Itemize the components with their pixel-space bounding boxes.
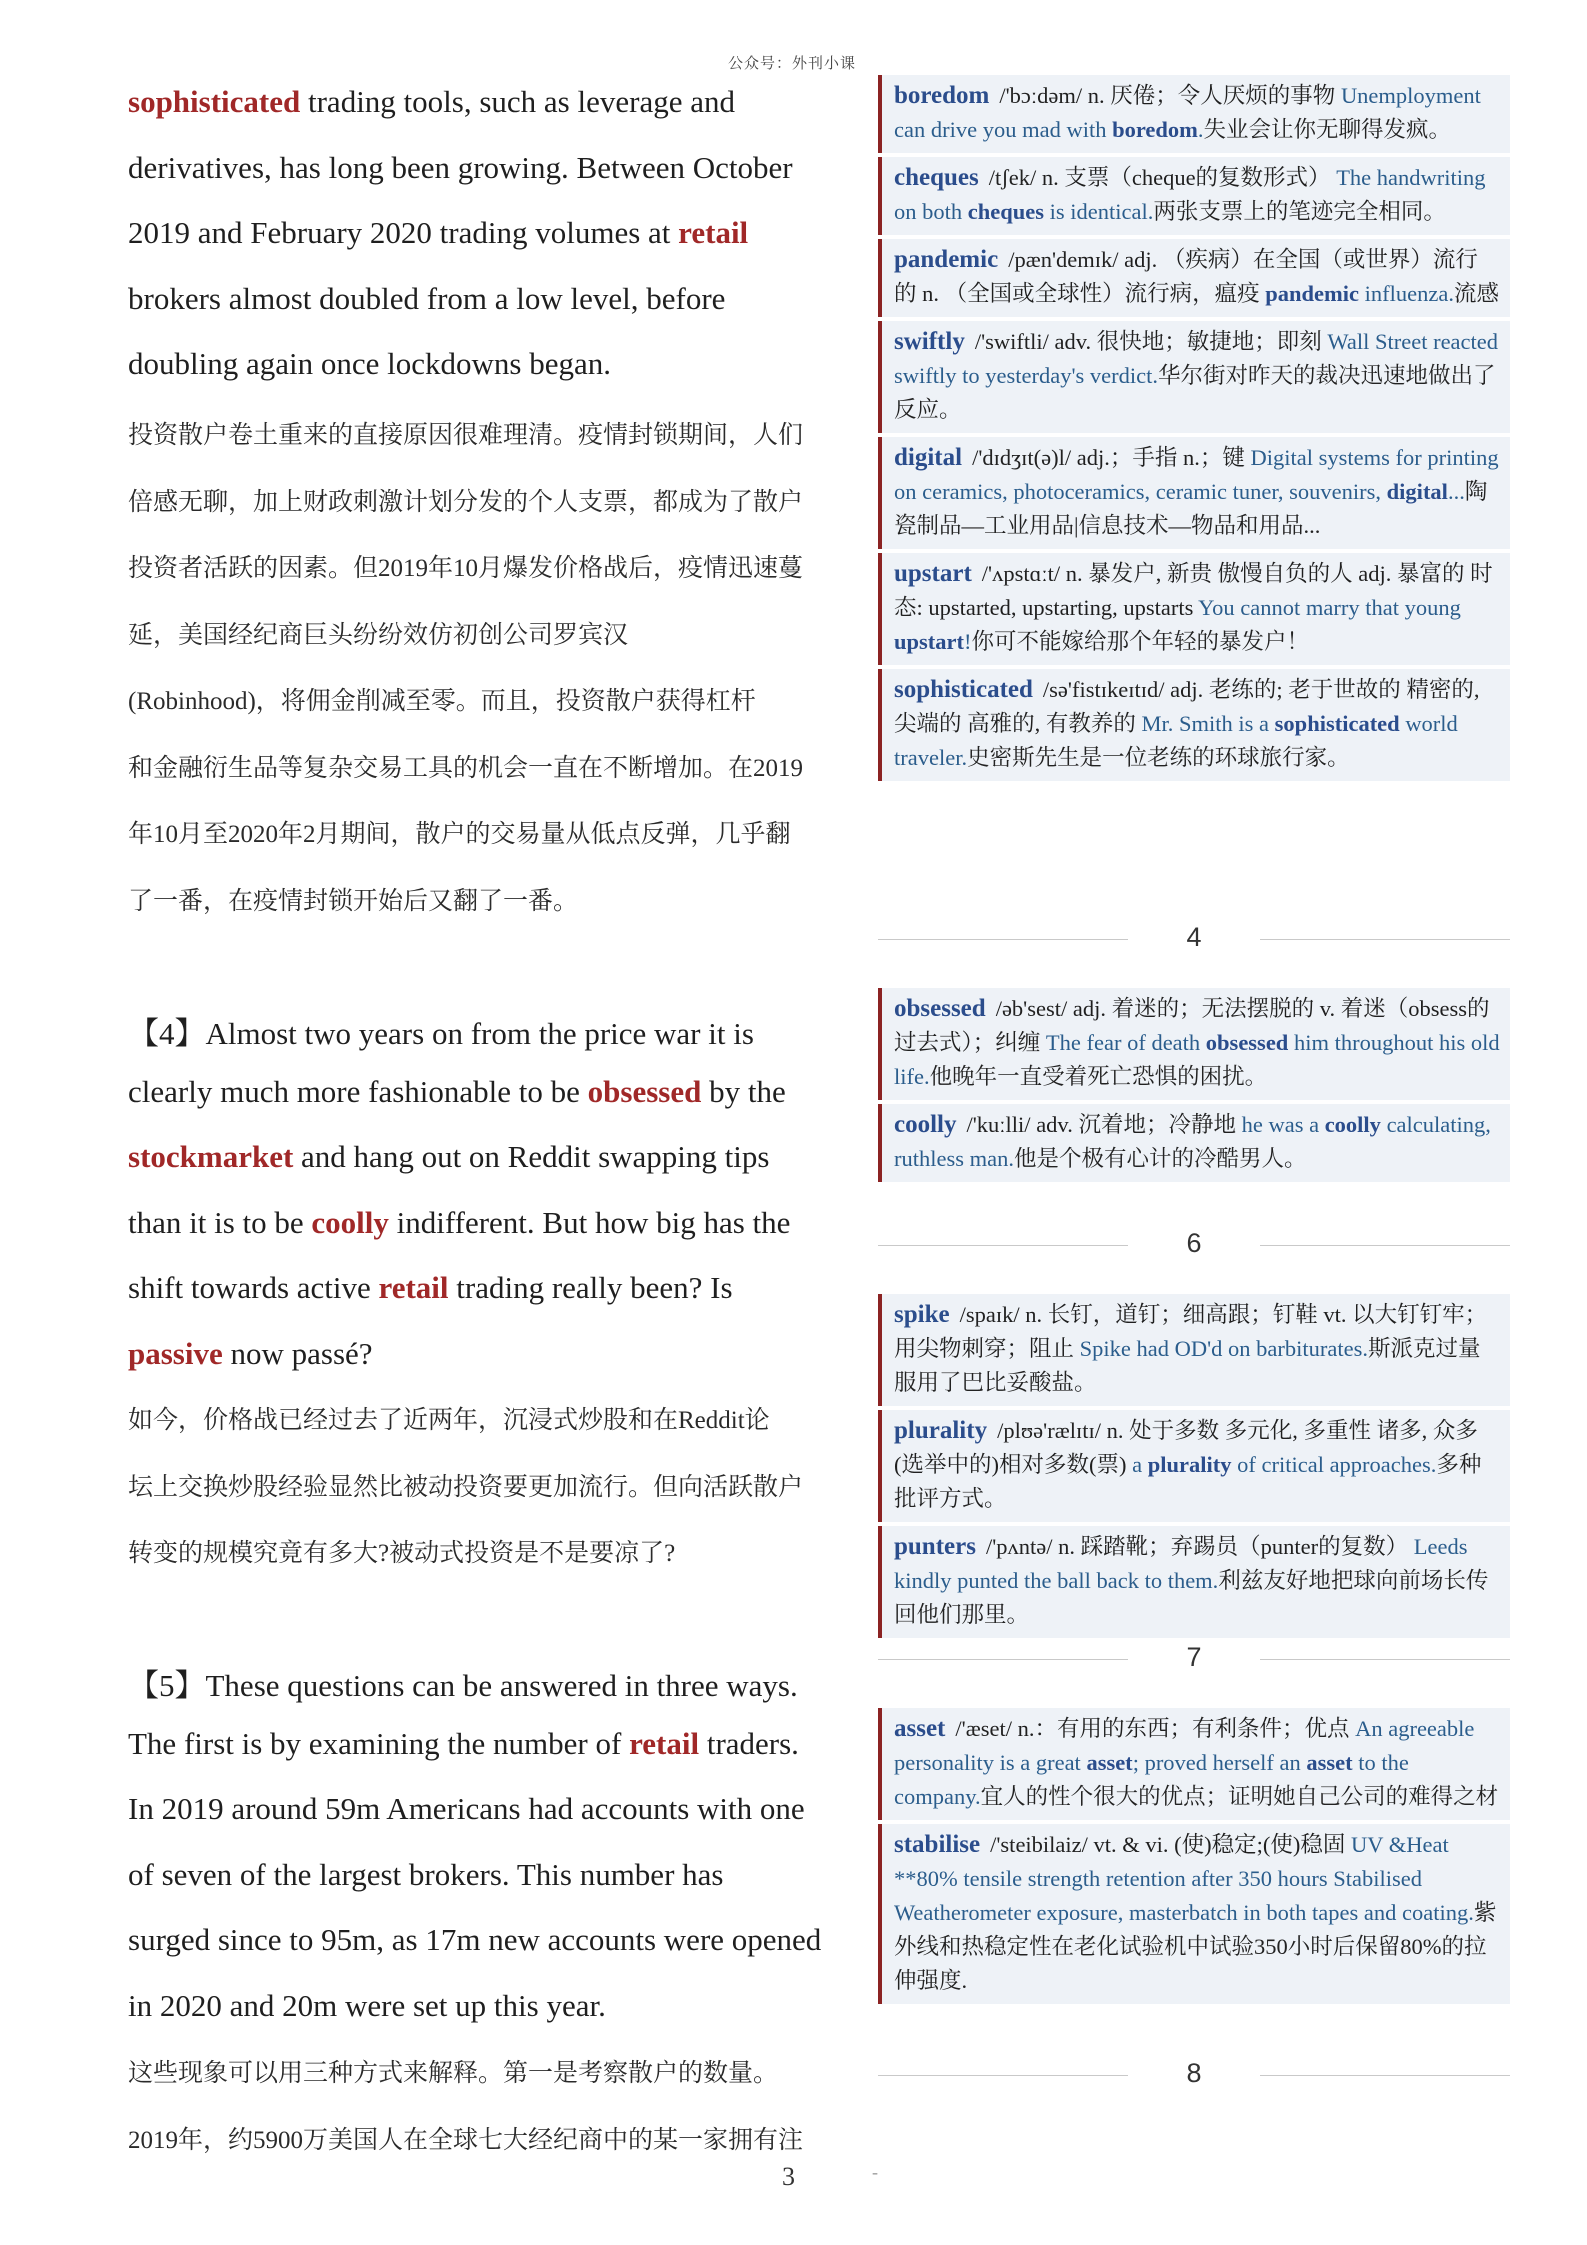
example-run: calculating, ruthless man. — [894, 1112, 1491, 1171]
example-run: You cannot marry that young — [1198, 595, 1461, 620]
vocab-group-7 — [878, 1294, 1510, 1642]
text-line — [128, 1270, 733, 1306]
example-run: Digital systems for printing on ceramics, photoceramics, ceramic tuner, souvenirs, — [894, 445, 1499, 504]
page-number: 3 — [782, 2162, 795, 2191]
vocab-translation: 他晚年一直受着死亡恐惧的困扰。 — [929, 1064, 1268, 1089]
text-run: and hang out on Reddit swapping tips — [293, 1139, 770, 1174]
vocab-translation: 史密斯先生是一位老练的环球旅行家。 — [967, 745, 1350, 770]
vocab-translation: 紫外线和热稳定性在老化试验机中试验350小时后保留80%的拉伸强度. — [894, 1900, 1497, 1993]
translation-line: 延，美国经纪商巨头纷纷效仿初创公司罗宾汉 — [128, 621, 629, 649]
vocab-word: spike — [894, 1301, 950, 1328]
translation-line: (Robinhood)，将佣金削减至零。而且，投资散户获得杠杆 — [128, 688, 756, 715]
text-run: 【5】These questions can be answered in three ways. — [128, 1668, 798, 1703]
section-divider — [878, 1642, 1510, 1676]
page-tick-mark: - — [872, 2162, 878, 2182]
vocab-word: punters — [894, 1533, 976, 1560]
section-number: 6 — [1186, 1228, 1202, 1258]
text-run: clearly much more fashionable to be — [128, 1073, 588, 1109]
example-run: Spike had OD'd on barbiturates. — [1079, 1336, 1369, 1361]
vocab-phonetic: /plʊə'rælɪtɪ/ — [997, 1418, 1101, 1443]
vocab-card-obsessed — [878, 988, 1510, 1100]
translation-line: 了一番，在疫情封锁开始后又翻了一番。 — [128, 887, 579, 915]
example-highlight: obsessed — [1205, 1030, 1289, 1055]
vocab-phonetic: /'swiftli/ — [974, 329, 1049, 354]
vocab-phonetic: /'æset/ — [955, 1716, 1012, 1741]
text-run: derivatives, has long been growing. Between October — [128, 149, 793, 185]
vocab-card-sophisticated — [878, 669, 1510, 781]
vocab-definition: adv. 沉着地；冷静地 — [1036, 1112, 1236, 1137]
vocab-example — [1080, 1336, 1368, 1361]
vocab-phonetic: /'ʌpstɑːt/ — [981, 561, 1061, 586]
example-run: ; proved herself an — [1132, 1750, 1307, 1775]
vocab-card-spike — [878, 1294, 1510, 1406]
text-line — [128, 1139, 769, 1175]
text-run: trading really been? Is — [448, 1270, 733, 1305]
text-line — [128, 1922, 821, 1958]
example-run: UV &Heat **80% tensile strength retention after 350 hours Stabilised Weatherometer exposure, masterbatch in both tapes and coating. — [894, 1832, 1474, 1925]
example-run: An agreeable personality is a great — [894, 1716, 1475, 1775]
vocab-definition: n. 厌倦；令人厌烦的事物 — [1087, 83, 1336, 108]
translation-line: 2019年，约5900万美国人在全球七大经纪商中的某一家拥有注 — [128, 2126, 804, 2154]
text-run: trading tools, such as leverage and — [300, 84, 735, 119]
header-note: 公众号：外刊小课 — [728, 56, 857, 72]
example-highlight: asset — [1086, 1750, 1133, 1775]
divider-rule — [1260, 1245, 1510, 1246]
text-line — [128, 215, 748, 251]
keyword: retail — [629, 1725, 700, 1761]
vocab-definition: n. 处于多数 多元化, 多重性 诸多, 众多 (选举中的)相对多数(票) — [894, 1418, 1478, 1477]
keyword: coolly — [311, 1204, 389, 1240]
vocab-definition: vt. & vi. (使)稳定;(使)稳固 — [1093, 1832, 1346, 1857]
vocab-group-6 — [878, 988, 1510, 1186]
text-run: 【4】Almost two years on from the price war it is — [128, 1016, 754, 1051]
vocab-example — [1132, 1452, 1436, 1477]
text-line — [128, 1074, 786, 1110]
translation-line: 投资者活跃的因素。但2019年10月爆发价格战后，疫情迅速蔓 — [128, 555, 804, 582]
divider-rule — [1260, 1659, 1510, 1660]
vocab-phonetic: /tʃek/ — [988, 165, 1037, 190]
text-line — [128, 1008, 754, 1053]
vocab-phonetic: /pæn'demɪk/ — [1008, 247, 1119, 272]
vocab-example — [1265, 281, 1454, 306]
vocab-phonetic: /'kuːlli/ — [966, 1112, 1031, 1137]
vocab-word: boredom — [894, 82, 990, 109]
vocab-translation: 失业会让你无聊得发疯。 — [1203, 117, 1452, 142]
text-line — [128, 84, 735, 120]
section-divider — [878, 1228, 1510, 1262]
vocab-translation: 利兹友好地把球向前场长传回他们那里。 — [894, 1568, 1489, 1627]
divider-rule — [1260, 2075, 1510, 2076]
example-run: is identical. — [1044, 199, 1154, 224]
example-run: Leeds kindly punted the ball back to them. — [894, 1534, 1468, 1593]
keyword: sophisticated — [128, 84, 301, 119]
vocab-word: swiftly — [894, 328, 965, 355]
vocab-card-boredom — [878, 75, 1510, 153]
text-run: by the — [701, 1073, 786, 1109]
vocab-word: obsessed — [894, 995, 986, 1022]
vocab-word: coolly — [894, 1111, 957, 1138]
text-run: shift towards active — [128, 1270, 379, 1305]
example-highlight: plurality — [1147, 1452, 1232, 1477]
example-run: . — [1197, 117, 1204, 142]
vocab-card-upstart — [878, 553, 1510, 665]
vocab-card-cheques — [878, 157, 1510, 235]
example-run: he was a — [1241, 1112, 1325, 1137]
section-number: 7 — [1186, 1642, 1202, 1672]
text-run: brokers almost doubled from a low level, before — [128, 280, 726, 316]
vocab-translation: 多种批评方式。 — [894, 1452, 1482, 1511]
vocab-definition: adj. 老练的; 老于世故的 精密的, 尖端的 高雅的, 有教养的 — [894, 677, 1480, 736]
example-highlight: boredom — [1112, 117, 1198, 142]
vocab-phonetic: /sə'fistɪkeɪtɪd/ — [1042, 677, 1165, 702]
text-line — [128, 1988, 606, 2024]
vocab-card-stabilise — [878, 1824, 1510, 2004]
text-run: In 2019 around 59m Americans had accounts with one — [128, 1791, 805, 1826]
vocab-definition: adj.；手指 n.；键 — [1076, 445, 1245, 470]
example-run: him throughout his old life. — [894, 1030, 1500, 1089]
translation-line: 投资散户卷土重来的直接原因很难理清。疫情封锁期间，人们 — [128, 422, 804, 449]
keyword: passive — [128, 1335, 223, 1371]
keyword: retail — [678, 215, 749, 250]
vocab-translation: 陶瓷制品—工业用品|信息技术—物品和用品... — [894, 479, 1488, 538]
vocab-definition: adj. 着迷的；无法摆脱的 v. 着迷（obsess的过去式）；纠缠 — [894, 996, 1490, 1055]
example-highlight: upstart — [894, 629, 965, 654]
vocab-card-pandemic — [878, 239, 1510, 317]
example-run: Mr. Smith is a — [1141, 711, 1275, 736]
vocab-translation: 他是个极有心计的冷酷男人。 — [1013, 1146, 1307, 1171]
example-highlight: coolly — [1324, 1112, 1381, 1137]
example-highlight: digital — [1386, 479, 1448, 504]
vocab-phonetic: /əb'sest/ — [995, 996, 1068, 1021]
example-run: The fear of death — [1045, 1030, 1206, 1055]
vocab-definition: adj. （疾病）在全国（或世界）流行的 n. （全国或全球性）流行病，瘟疫 — [894, 247, 1478, 306]
text-run: surged since to 95m, as 17m new accounts were opened — [128, 1922, 822, 1957]
example-highlight: cheques — [967, 199, 1045, 224]
translation-line: 坛上交换炒股经验显然比被动投资要更加流行。但向活跃散户 — [128, 1473, 804, 1501]
vocab-word: cheques — [894, 164, 979, 191]
example-run: influenza. — [1359, 281, 1454, 306]
text-run: traders. — [699, 1725, 799, 1761]
example-run: to the company. — [894, 1750, 1409, 1809]
vocab-definition: n. 长钉，道钉；细高跟；钉鞋 vt. 以大钉钉牢；用尖物刺穿；阻止 — [894, 1302, 1488, 1361]
vocab-definition: n. 支票（cheque的复数形式） — [1041, 165, 1331, 190]
vocab-translation: 斯派克过量服用了巴比妥酸盐。 — [894, 1336, 1481, 1395]
keyword: obsessed — [587, 1073, 702, 1109]
text-line — [128, 1336, 373, 1372]
translation-line: 年10月至2020年2月期间，散户的交易量从低点反弹，几乎翻 — [128, 821, 791, 848]
vocab-phonetic: /'steibilaiz/ — [990, 1832, 1088, 1857]
section-divider — [878, 922, 1510, 956]
vocab-card-digital — [878, 437, 1510, 549]
vocab-word: sophisticated — [894, 676, 1033, 703]
vocab-translation: 两张支票上的笔迹完全相同。 — [1153, 199, 1446, 224]
keyword: retail — [378, 1270, 449, 1305]
vocab-phonetic: /'dɪdʒɪt(ə)l/ — [972, 445, 1072, 470]
text-run: The first is by examining the number of — [128, 1725, 630, 1761]
vocab-definition: n. 暴发户, 新贵 傲慢自负的人 adj. 暴富的 时 态: upstarted, upstarting, upstarts — [894, 561, 1493, 620]
divider-rule — [1260, 939, 1510, 940]
translation-line: 如今，价格战已经过去了近两年，沉浸式炒股和在Reddit论 — [128, 1407, 770, 1434]
text-run: than it is to be — [128, 1204, 312, 1240]
example-highlight: pandemic — [1265, 281, 1360, 306]
vocab-word: upstart — [894, 560, 972, 587]
translation-line: 和金融衍生品等复杂交易工具的机会一直在不断增加。在2019 — [128, 754, 804, 782]
text-line — [128, 150, 793, 186]
example-run: Unemployment can drive you mad with — [894, 83, 1481, 142]
vocab-phonetic: /'bɔːdəm/ — [999, 83, 1083, 108]
vocab-translation: 宜人的性个很大的优点；证明她自己公司的难得之材 — [980, 1784, 1499, 1809]
keyword: stockmarket — [128, 1139, 294, 1174]
example-run: a — [1132, 1452, 1148, 1477]
vocab-card-punters — [878, 1526, 1510, 1638]
section-number: 4 — [1186, 922, 1202, 952]
translation-line: 这些现象可以用三种方式来解释。第一是考察散户的数量。 — [128, 2060, 779, 2087]
section-number: 8 — [1186, 2058, 1202, 2088]
vocab-word: digital — [894, 444, 963, 471]
text-run: now passé? — [222, 1335, 373, 1371]
vocab-word: asset — [894, 1715, 946, 1742]
vocab-group-4 — [878, 75, 1510, 785]
text-line — [128, 1726, 799, 1762]
example-run: The handwriting on both — [894, 165, 1486, 224]
example-run: ... — [1447, 479, 1465, 504]
text-run: doubling again once lockdowns began. — [128, 346, 611, 381]
vocab-translation: 华尔街对昨天的裁决迅速地做出了反应。 — [894, 363, 1496, 422]
vocab-definition: n. 踩踏靴；弃踢员（punter的复数） — [1058, 1534, 1409, 1559]
text-line — [128, 1660, 798, 1705]
text-run: of seven of the largest brokers. This number has — [128, 1856, 724, 1892]
vocab-definition: n.：有用的东西；有利条件；优点 — [1017, 1716, 1350, 1741]
example-run: of critical approaches. — [1231, 1452, 1437, 1477]
example-run: Wall Street reacted swiftly to yesterday's verdict. — [894, 329, 1499, 388]
vocab-card-swiftly — [878, 321, 1510, 433]
text-run: indifferent. But how big has the — [388, 1204, 791, 1240]
text-run: in 2020 and 20m were set up this year. — [128, 1987, 606, 2023]
vocab-word: pandemic — [894, 246, 999, 273]
vocab-word: plurality — [894, 1417, 988, 1444]
vocab-phonetic: /spaɪk/ — [959, 1302, 1020, 1327]
vocab-translation: 流感 — [1454, 281, 1500, 306]
section-divider — [878, 2058, 1510, 2092]
translation-line: 倍感无聊，加上财政刺激计划分发的个人支票，都成为了散户 — [128, 488, 804, 516]
vocab-word: stabilise — [894, 1831, 981, 1858]
example-highlight: sophisticated — [1274, 711, 1400, 736]
translation-line: 转变的规模究竟有多大?被动式投资是不是要凉了? — [128, 1540, 676, 1567]
example-run: world traveler. — [894, 711, 1458, 770]
vocab-card-plurality — [878, 1410, 1510, 1522]
text-run: 2019 and February 2020 trading volumes at — [128, 215, 679, 250]
text-line — [128, 346, 611, 382]
vocab-definition: adv. 很快地；敏捷地；即刻 — [1054, 329, 1322, 354]
vocab-phonetic: /'pʌntə/ — [985, 1534, 1053, 1559]
text-line — [128, 1791, 805, 1827]
vocab-translation: 你可不能嫁给那个年轻的暴发户！ — [971, 629, 1310, 654]
text-line — [128, 281, 725, 317]
example-highlight: asset — [1306, 1750, 1353, 1775]
text-line — [128, 1205, 790, 1241]
vocab-card-coolly — [878, 1104, 1510, 1182]
vocab-card-asset — [878, 1708, 1510, 1820]
vocab-group-8 — [878, 1708, 1510, 2008]
text-line — [128, 1857, 723, 1893]
example-run: ! — [964, 629, 972, 654]
